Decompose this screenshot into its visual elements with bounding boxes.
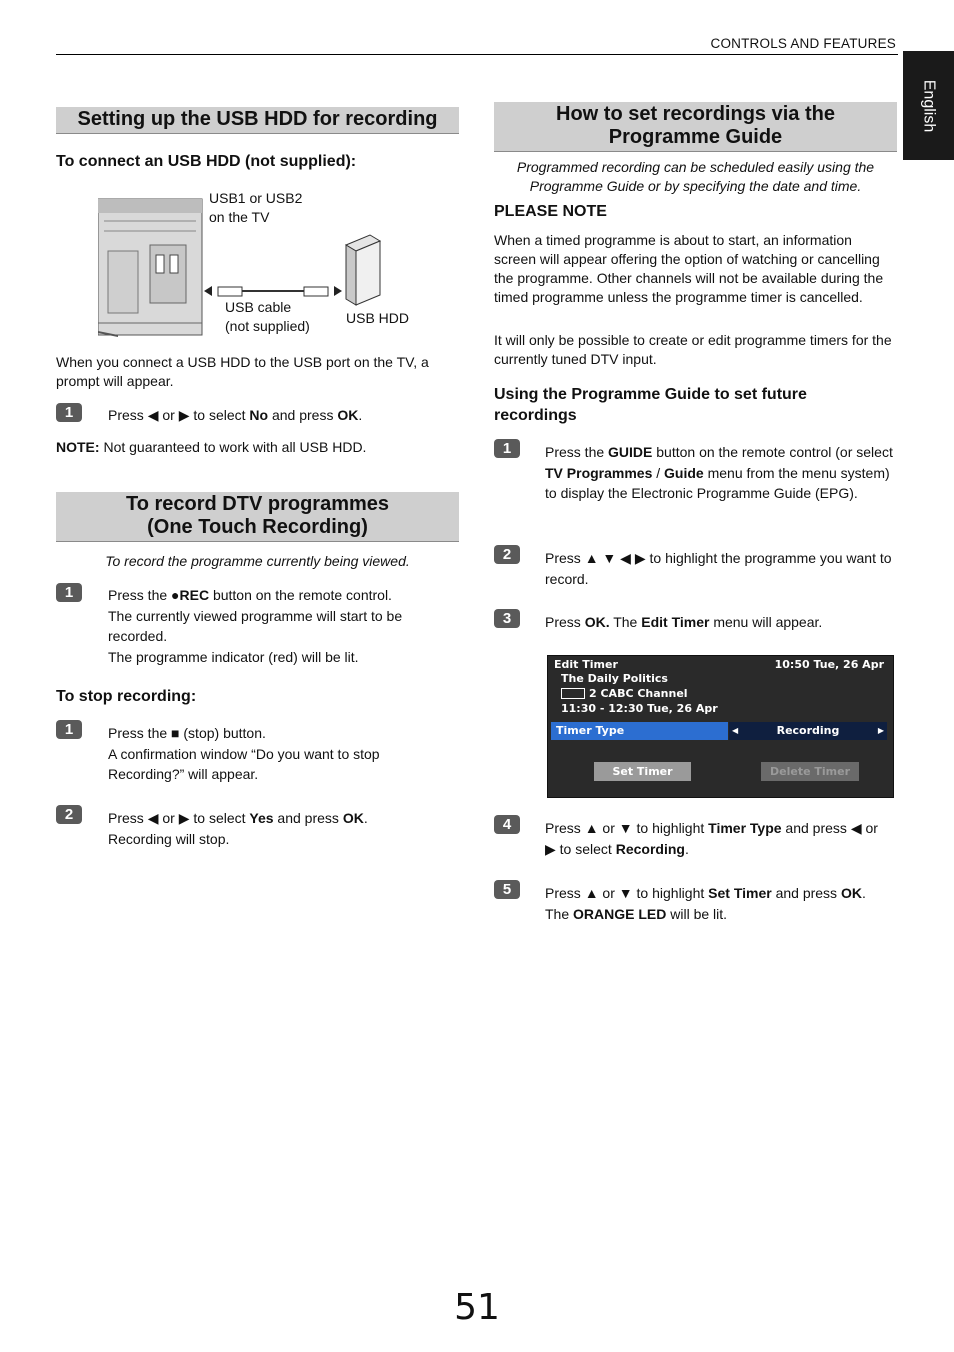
otr-title-line1: To record DTV programmes	[125, 493, 390, 515]
direction-arrows-icon: ▲ ▼ ◀ ▶	[584, 550, 646, 566]
usb-step-1-b: or	[158, 407, 179, 423]
stop-square-icon: ■	[171, 725, 180, 741]
otr-stop-2-line2: Recording will stop.	[108, 830, 230, 847]
usb-step-1-a: Press	[108, 407, 148, 423]
osd-title: Edit Timer	[554, 658, 618, 671]
otr-stop-1-a: Press the	[108, 725, 172, 741]
osd-left-arrow-icon[interactable]: ◀	[732, 726, 739, 735]
guide-step-4-b: or	[598, 820, 619, 836]
left-arrow-icon: ◀	[147, 407, 159, 423]
otr-step-1-line2: The currently viewed programme will start to be recorded.	[108, 607, 403, 645]
otr-stop-1-b: (stop) button.	[179, 725, 266, 741]
otr-section-title	[56, 492, 459, 542]
guide-step-5-text	[545, 883, 897, 924]
usb-step-1-e: and press	[268, 407, 338, 423]
guide-step-3-edit-timer: Edit Timer	[641, 614, 710, 630]
guide-step-4-c: to highlight	[632, 820, 709, 836]
guide-step-5-b: or	[598, 885, 619, 901]
usb-note	[56, 438, 456, 457]
guide-step-3-ok: OK.	[584, 614, 610, 630]
osd-time-range: 11:30 - 12:30 Tue, 26 Apr	[561, 702, 718, 715]
guide-step-4-e: and press	[781, 820, 851, 836]
please-note-paragraph-1: When a timed programme is about to start, an information screen will appear offering the option of watching or cancelling the programme. Other channels will not be available during the timed programme unless the programme timer is cancelled.	[494, 232, 884, 305]
osd-channel-row	[561, 686, 688, 702]
channel-box-icon	[561, 688, 585, 699]
guide-step-5-ok: OK	[840, 885, 862, 901]
osd-set-timer-button[interactable]: Set Timer	[594, 762, 691, 781]
guide-step-1-number: 1	[494, 439, 520, 458]
otr-stop-2-yes: Yes	[249, 810, 274, 826]
usb-section-title: Setting up the USB HDD for recording	[56, 107, 459, 134]
up-arrow-icon: ▲	[584, 885, 599, 901]
running-header: CONTROLS AND FEATURES	[710, 36, 896, 51]
otr-stop-1-text	[108, 723, 448, 785]
usb-port-label-line1: USB1 or USB2	[209, 190, 303, 206]
usb-hdd-label: USB HDD	[346, 310, 410, 326]
page-number: 51	[454, 1287, 500, 1328]
osd-timer-type-value: Recording	[776, 724, 840, 737]
otr-step-1-a: Press the	[108, 587, 172, 603]
guide-step-4-f: or	[861, 820, 878, 836]
guide-step-1-a: Press the	[545, 444, 609, 460]
guide-step-3-e: menu will appear.	[709, 614, 823, 630]
guide-step-1-g: menu from the menu system) to display the Electronic Programme Guide (EPG).	[545, 464, 890, 502]
edit-timer-screen	[547, 655, 894, 798]
guide-step-1-c: button on the remote control (or select	[652, 444, 893, 460]
usb-step-1-number: 1	[56, 403, 82, 422]
guide-step-4-a: Press	[545, 820, 585, 836]
otr-title-line2: (One Touch Recording)	[147, 516, 368, 538]
guide-step-5-line2a: The	[545, 905, 574, 922]
otr-stop-2-text	[108, 808, 448, 849]
guide-title-line1: How to set recordings via the	[556, 103, 835, 125]
guide-step-5-orange-led: ORANGE LED	[573, 905, 667, 922]
osd-programme: The Daily Politics	[561, 672, 668, 685]
guide-step-1-text	[545, 442, 897, 504]
osd-timer-type-label[interactable]: Timer Type	[551, 722, 728, 740]
otr-stop-heading: To stop recording:	[56, 688, 197, 705]
osd-datetime: 10:50 Tue, 26 Apr	[774, 658, 884, 671]
right-arrow-icon: ▶	[545, 840, 556, 857]
otr-stop-1-line2: A confirmation window “Do you want to stop Recording?” will appear.	[108, 745, 380, 783]
guide-step-5-number: 5	[494, 880, 520, 899]
header-rule	[56, 54, 898, 55]
guide-step-3-text	[545, 612, 897, 633]
guide-intro-line1: Programmed recording can be scheduled easily using the	[516, 159, 875, 175]
usb-connection-diagram	[98, 185, 428, 345]
usb-step-1-ok: OK	[337, 407, 359, 423]
osd-delete-timer-button[interactable]: Delete Timer	[761, 762, 859, 781]
usb-step-1-c: to select	[189, 407, 250, 423]
otr-stop-2-ok: OK	[342, 810, 364, 826]
guide-step-3-a: Press	[545, 614, 585, 630]
guide-step-1-guide-menu: Guide	[664, 464, 704, 481]
otr-stop-2-b: or	[158, 810, 179, 826]
guide-step-2-b: to highlight the programme you want to record.	[545, 550, 892, 587]
guide-intro	[494, 158, 897, 196]
guide-step-2-a: Press	[545, 550, 585, 566]
usb-cable-label-line1: USB cable	[225, 299, 292, 315]
usb-step-1-g: .	[358, 407, 363, 423]
guide-step-4-g: to select	[555, 840, 616, 857]
guide-step-4-timer-type: Timer Type	[708, 820, 782, 836]
otr-stop-2-e: and press	[273, 810, 343, 826]
guide-step-5-line2c: will be lit.	[666, 905, 728, 922]
guide-step-2-text	[545, 548, 897, 589]
down-arrow-icon: ▼	[618, 820, 633, 836]
otr-subtitle: To record the programme currently being viewed.	[105, 553, 410, 569]
osd-timer-type-selector[interactable]	[729, 722, 887, 740]
usb-note-text: Not guaranteed to work with all USB HDD.	[99, 439, 367, 455]
guide-step-4-recording: Recording	[615, 840, 685, 857]
guide-step-4-text	[545, 818, 897, 859]
right-arrow-icon: ▶	[178, 407, 190, 423]
otr-step-1-line3: The programme indicator (red) will be lit.	[108, 649, 359, 666]
guide-step-4-i: .	[684, 840, 689, 857]
please-note-paragraph-2: It will only be possible to create or edit programme timers for the currently tuned DTV input.	[494, 332, 892, 367]
down-arrow-icon: ▼	[618, 885, 633, 901]
otr-stop-2-g: .	[363, 810, 368, 826]
usb-connect-heading: To connect an USB HDD (not supplied):	[56, 153, 357, 170]
guide-intro-line2: Programme Guide or by specifying the date and time.	[529, 177, 862, 194]
using-guide-heading-line1: Using the Programme Guide to set future	[494, 386, 807, 403]
please-note-heading: PLEASE NOTE	[494, 203, 607, 220]
guide-title-line2: Programme Guide	[608, 126, 783, 148]
usb-port-label-line2: on the TV	[209, 208, 270, 225]
language-tab	[903, 51, 954, 160]
guide-step-5-set-timer: Set Timer	[708, 885, 772, 901]
left-arrow-icon: ◀	[147, 810, 159, 826]
guide-step-5-g: .	[861, 885, 866, 901]
guide-step-3-c: The	[609, 614, 642, 630]
otr-stop-2-number: 2	[56, 805, 82, 824]
guide-step-5-c: to highlight	[632, 885, 709, 901]
using-guide-heading-line2: recordings	[494, 406, 577, 424]
osd-channel: 2 CABC Channel	[589, 687, 688, 700]
right-arrow-icon: ▶	[178, 810, 190, 826]
usb-cable-label	[225, 298, 310, 336]
left-arrow-icon: ◀	[850, 820, 862, 836]
otr-step-1-number: 1	[56, 583, 82, 602]
usb-note-label: NOTE:	[56, 439, 100, 455]
guide-section-title	[494, 102, 897, 152]
guide-step-4-number: 4	[494, 815, 520, 834]
usb-intro: When you connect a USB HDD to the USB port on the TV, a prompt will appear.	[56, 354, 429, 389]
otr-stop-2-c: to select	[189, 810, 250, 826]
otr-stop-2-a: Press	[108, 810, 148, 826]
up-arrow-icon: ▲	[584, 820, 599, 836]
otr-step-1-rec: REC	[179, 587, 210, 603]
guide-step-1-guide: GUIDE	[608, 444, 653, 460]
osd-right-arrow-icon[interactable]: ▶	[877, 726, 884, 735]
guide-step-2-number: 2	[494, 545, 520, 564]
otr-step-1-b: button on the remote control.	[209, 587, 392, 603]
guide-step-1-tv-programmes: TV Programmes	[545, 464, 653, 481]
usb-cable-label-line2: (not supplied)	[225, 317, 310, 334]
usb-step-1-no: No	[249, 407, 269, 423]
otr-step-1-text	[108, 585, 448, 668]
record-dot-icon: ●	[171, 587, 180, 603]
using-guide-heading	[494, 385, 896, 427]
guide-step-1-e: /	[652, 464, 665, 481]
guide-step-5-a: Press	[545, 885, 585, 901]
guide-step-5-e: and press	[771, 885, 841, 901]
language-tab-label: English	[920, 79, 938, 132]
usb-step-1-text	[108, 405, 458, 426]
usb-port-label	[209, 189, 302, 227]
guide-step-3-number: 3	[494, 609, 520, 628]
otr-stop-1-number: 1	[56, 720, 82, 739]
